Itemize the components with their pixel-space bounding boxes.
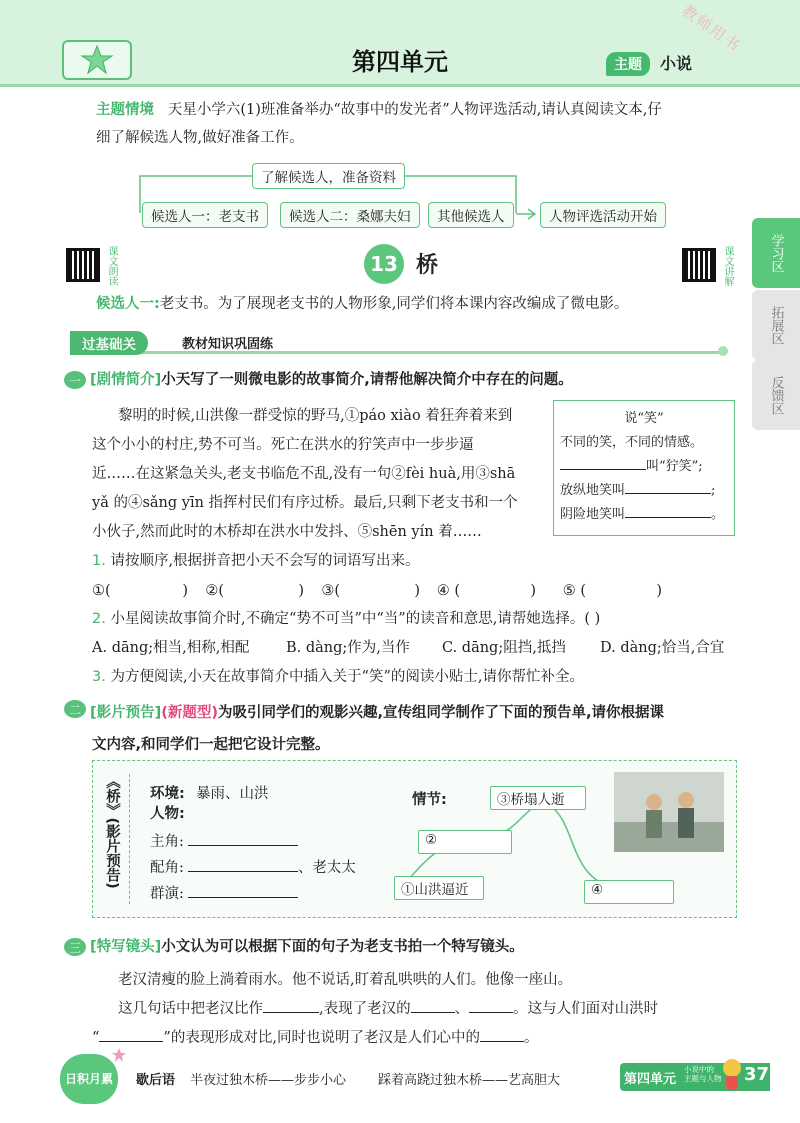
q3-line1b: ,表现了老汉的: [319, 1001, 411, 1017]
crowd-row: [150, 882, 298, 903]
q3-quote: 老汉清瘦的脸上淌着雨水。他不说话,盯着乱哄哄的人们。他像一座山。: [118, 972, 573, 988]
plot-point-4[interactable]: ④: [584, 880, 674, 904]
footer-unit: 第四单元: [624, 1072, 677, 1087]
q3-line2: [92, 1024, 538, 1053]
story-line-3: 近……在这紧急关头,老支书临危不乱,没有一句②fèi huà,用③shā: [92, 466, 516, 482]
scenario-line2: 细了解候选人物,做好准备工作。: [96, 130, 304, 146]
q3-line1: [118, 995, 658, 1024]
q3-line2c: 。: [523, 1030, 539, 1046]
qr-code-right[interactable]: [682, 248, 716, 282]
q2-head-line1: 为吸引同学们的观影兴趣,宣传组同学制作了下面的预告单,请你根据课: [218, 705, 665, 721]
q1-sub3: 3. 为方便阅读,小天在故事简介中插入关于“笑”的阅读小贴士,请你帮忙补全。: [92, 669, 584, 685]
qr-tag-right: 课文讲解: [722, 246, 733, 286]
flower-icon: [716, 344, 730, 358]
option-b[interactable]: B. dàng;作为,当作: [286, 640, 410, 656]
q3-blank-3[interactable]: [469, 1012, 513, 1013]
tip-title: 说“笑”: [624, 411, 664, 426]
star-icon: [112, 1048, 126, 1062]
q3-blank-1[interactable]: [263, 1012, 319, 1013]
lead-blank[interactable]: [188, 845, 298, 846]
q2-heading: [90, 697, 740, 729]
footer-saying-1: 半夜过独木桥——步步小心: [190, 1073, 347, 1088]
story-line-4: yǎ 的④sǎng yīn 指挥村民们有序过桥。最后,只剩下老支书和一个: [92, 495, 518, 511]
q3-blank-2[interactable]: [411, 1012, 455, 1013]
side-tab-study[interactable]: 学习区: [752, 218, 800, 288]
story-line-5: 小伙子,然而此时的木桥却在洪水中发抖、⑤shēn yín 着……: [92, 524, 482, 540]
plot-label: 情节:: [412, 792, 447, 808]
blank-close-2: ): [298, 583, 304, 599]
footer-saying-2: 踩着高跷过独木桥——艺高胆大: [378, 1073, 561, 1088]
theme-tag: 主题: [606, 52, 650, 76]
reading-tip-box: [553, 400, 735, 536]
candidate-paragraph: [96, 290, 628, 319]
q3-blank-5[interactable]: [480, 1041, 524, 1042]
illustration-flood: [614, 772, 724, 852]
side-tab-extend[interactable]: 拓展区: [752, 290, 800, 360]
env-label: 环境:: [150, 786, 185, 802]
qr-code-left[interactable]: [66, 248, 100, 282]
footer-label: 歇后语: [136, 1073, 176, 1088]
q1-sub1-text: 请按顺序,根据拼音把小天不会写的词语写出来。: [110, 553, 420, 569]
q1-heading: [90, 368, 573, 389]
lead-row: [150, 830, 298, 851]
q1-tag: [剧情简介]: [90, 372, 162, 388]
blank-open-5: ⑤ (: [562, 583, 586, 599]
q3-line1c: 、: [454, 1001, 470, 1017]
flow-item-2: 候选人二：桑娜夫妇: [280, 202, 420, 228]
support-row: [150, 856, 356, 877]
blank-open-4: ④ (: [436, 583, 460, 599]
q3-heading: [90, 935, 524, 956]
people-label: 人物:: [150, 806, 185, 822]
blank-close-3: ): [414, 583, 420, 599]
tip-line4: 阴险地笑叫: [560, 507, 626, 522]
blank-close-5: ): [656, 583, 662, 599]
q3-number: 三: [64, 938, 86, 956]
theme-value: 小说: [660, 54, 693, 73]
story-line-1: 黎明的时候,山洪像一群受惊的野马,①páo xiào 着狂奔着来到: [118, 408, 513, 424]
q3-line1a: 这几句话中把老汉比作: [118, 1001, 263, 1017]
qr-tag-left: 课文朗读: [106, 246, 117, 286]
option-d[interactable]: D. dàng;恰当,合宜: [600, 640, 725, 656]
tip-line2: 叫“狞笑”;: [646, 459, 703, 474]
q2-head-line2: 文内容,和同学们一起把它设计完整。: [92, 737, 330, 753]
footer-small-1: 小说中的: [684, 1065, 714, 1074]
tip-line3: 放纵地笑叫: [560, 483, 626, 498]
crowd-label: 群演:: [150, 886, 184, 902]
side-tab-feedback[interactable]: 反馈区: [752, 360, 800, 430]
blank-open-3: ③(: [321, 583, 340, 599]
story-line-2: 这个小小的村庄,势不可当。死亡在洪水的狞笑声中一步步逼: [92, 437, 474, 453]
q3-text: 小文认为可以根据下面的句子为老支书拍一个特写镜头。: [161, 939, 524, 955]
flow-arrow-icon: [516, 206, 540, 222]
plot-point-2[interactable]: ②: [418, 830, 512, 854]
support-suffix: 、老太太: [297, 860, 356, 876]
mascot-icon: [720, 1056, 744, 1092]
blank-open-2: ②(: [205, 583, 224, 599]
blank-close-4: ): [530, 583, 536, 599]
flow-item-3: 其他候选人: [428, 202, 514, 228]
page-number: 37: [744, 1064, 770, 1085]
plot-point-1: ①山洪逼近: [394, 876, 484, 900]
candidate-text: 老支书。为了展现老支书的人物形象,同学们将本课内容改编成了微电影。: [159, 296, 629, 312]
scenario-label: 主题情境: [96, 102, 154, 118]
q1-sub1: 1. 请按顺序,根据拼音把小天不会写的词语写出来。: [92, 553, 420, 569]
flow-item-1: 候选人一：老支书: [142, 202, 268, 228]
tip-line1: 不同的笑，不同的情感。: [560, 435, 704, 450]
scenario-paragraph: [96, 96, 746, 125]
candidate-label: 候选人一:: [96, 296, 160, 312]
support-label: 配角:: [150, 860, 184, 876]
flow-end: 人物评选活动开始: [540, 202, 666, 228]
lesson-title: 桥: [416, 253, 439, 278]
footer-badge: 日积月累: [60, 1054, 118, 1104]
blank-open-1: ①(: [92, 583, 111, 599]
q3-line2b: ”的表现形成对比,同时也说明了老汉是人们心中的: [163, 1030, 480, 1046]
q1-sub3-text: 为方便阅读,小天在故事简介中插入关于“笑”的阅读小贴士,请你帮忙补全。: [110, 669, 584, 685]
unit-title: 第四单元: [352, 48, 448, 76]
q3-blank-4[interactable]: [99, 1041, 163, 1042]
q2-tag: [影片预告]: [90, 705, 162, 721]
preview-title: 《桥》(影片预告): [102, 774, 130, 904]
tip-line2-row: [560, 455, 728, 479]
q1-sub2-text: 小星阅读故事简介时,不确定“势不可当”中“当”的读音和意思,请帮她选择。( ): [110, 611, 601, 627]
tip-blank-2[interactable]: [625, 493, 711, 494]
q2-number: 二: [64, 700, 86, 718]
flow-title: 了解候选人，准备资料: [252, 163, 405, 189]
env-value: 暴雨、山洪: [196, 786, 269, 802]
lesson-number: 13: [364, 244, 404, 284]
support-blank[interactable]: [188, 871, 298, 872]
option-a[interactable]: A. dāng;相当,相称,相配: [92, 640, 250, 656]
lead-label: 主角:: [150, 834, 184, 850]
blank-close-1: ): [182, 583, 188, 599]
tip-blank-3[interactable]: [625, 517, 711, 518]
q3-line1d: 。这与人们面对山洪时: [513, 1001, 659, 1017]
q1-sub1-blanks[interactable]: [92, 577, 692, 606]
tip-blank-1[interactable]: [560, 469, 646, 470]
header-divider: [0, 84, 800, 87]
q1-sub2: 2. 小星阅读故事简介时,不确定“势不可当”中“当”的读音和意思,请帮她选择。( ): [92, 611, 601, 627]
option-c[interactable]: C. dāng;阻挡,抵挡: [442, 640, 566, 656]
q3-line2a: “: [92, 1030, 100, 1046]
q2-newtype: (新题型): [161, 705, 219, 721]
tip-line3-row: 放纵地笑叫 ;: [560, 483, 716, 498]
section-underline: [70, 332, 722, 354]
q1-number: 一: [64, 371, 86, 389]
q3-tag: [特写镜头]: [90, 939, 162, 955]
section-subtitle: 教材知识巩固练: [182, 337, 274, 352]
corner-stamp: 教师用书: [678, 1, 745, 56]
scenario-line1: 天星小学六(1)班准备举办“故事中的发光者”人物评选活动,请认真阅读文本,仔: [167, 102, 662, 118]
tip-line4-row: 阴险地笑叫 。: [560, 507, 725, 522]
plot-point-3: ③桥塌人逝: [490, 786, 586, 810]
q1-text: 小天写了一则微电影的故事简介,请帮他解决简介中存在的问题。: [161, 372, 573, 388]
section-pill: 过基础关: [70, 331, 148, 355]
footer-small-2: 主题与人物: [684, 1074, 722, 1083]
crowd-blank[interactable]: [188, 897, 298, 898]
